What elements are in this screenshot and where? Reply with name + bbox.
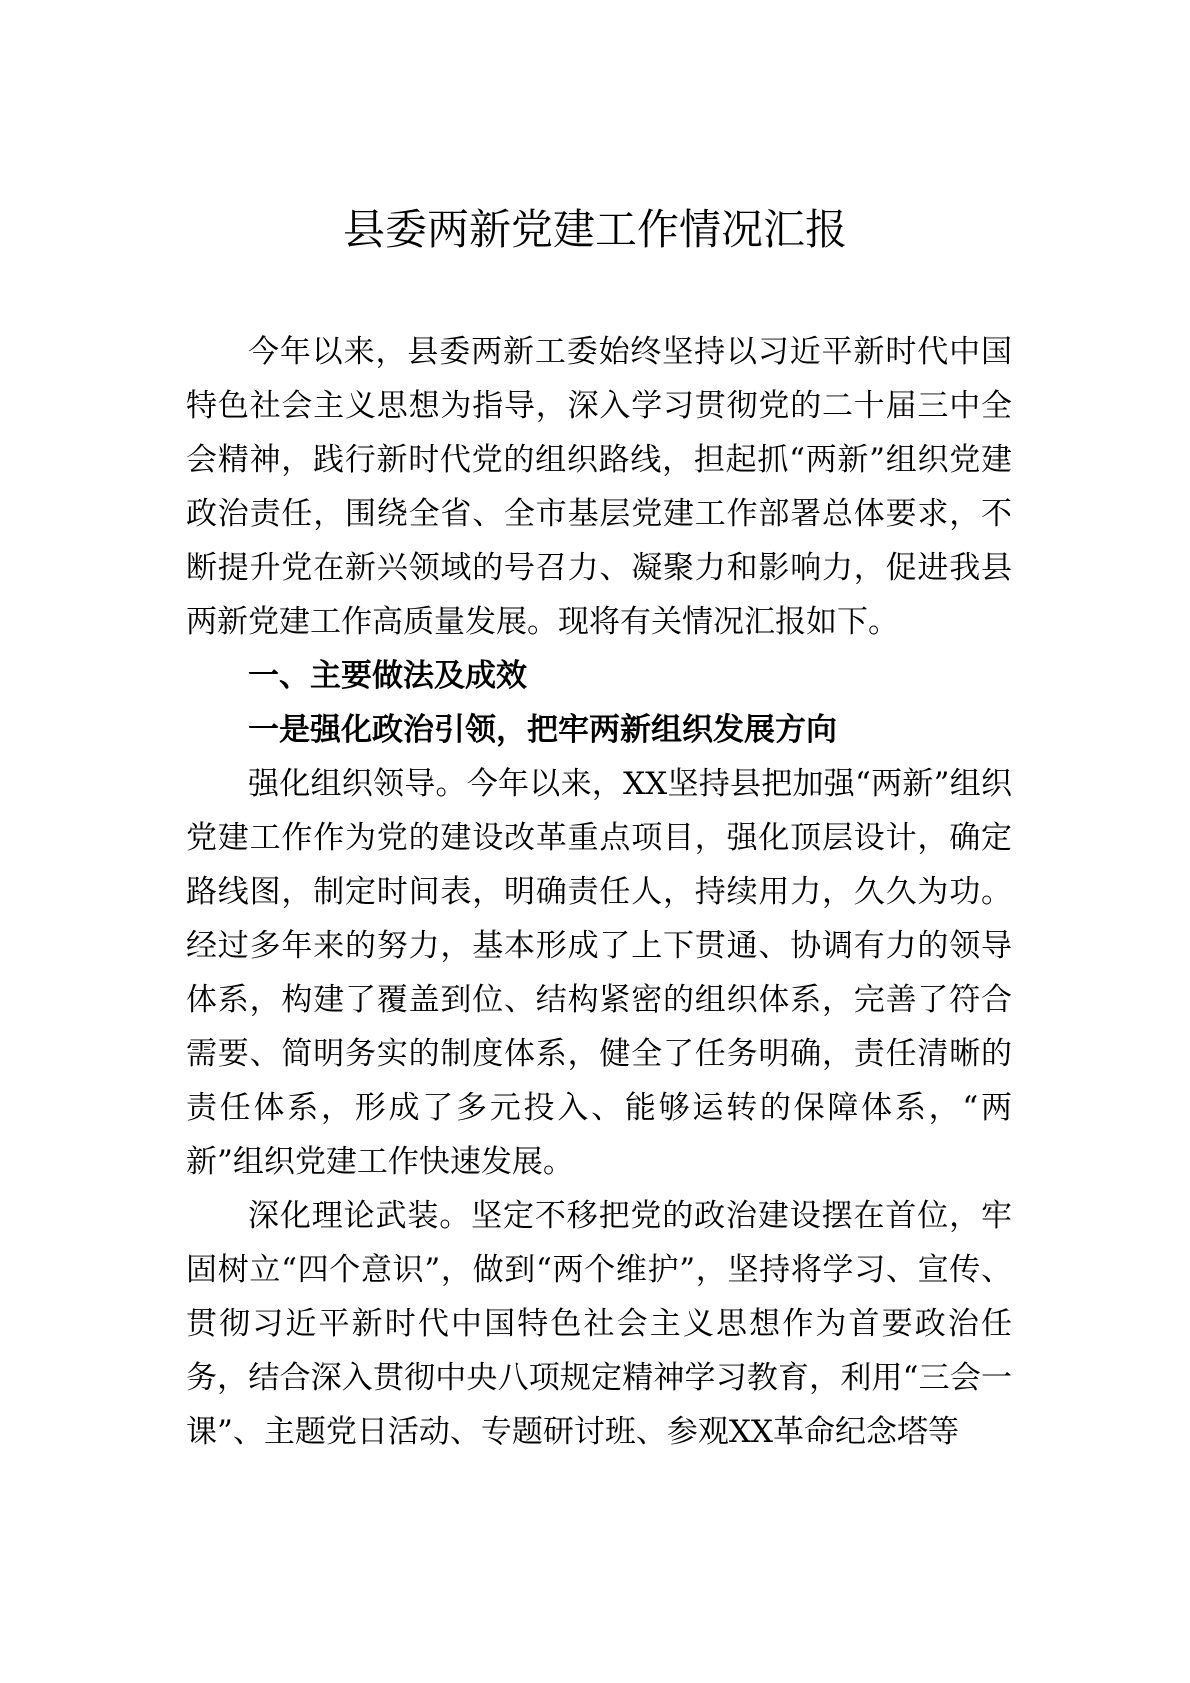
document-title: 县委两新党建工作情况汇报: [342, 205, 847, 254]
body-paragraph-theory: 深化理论武装。坚定不移把党的政治建设摆在首位，牢固树立“四个意识”，做到“两个维护”，坚持将学习、宣传、贯彻习近平新时代中国特色社会主义思想作为首要政治任务，结合深入贯彻中央八项规定精神学习教育，利用“三会一课”、主题党日活动、专题研讨班、参观XX革命纪念塔等: [186, 1198, 1012, 1450]
intro-paragraph: 今年以来，县委两新工委始终坚持以习近平新时代中国特色社会主义思想为指导，深入学习贯彻党的二十届三中全会精神，践行新时代党的组织路线，担起抓“两新”组织党建政治责任，围绕全省、全市基层党建工作部署总体要求，不断提升党在新兴领域的号召力、凝聚力和影响力，促进我县两新党建工作高质量发展。现将有关情况汇报如下。: [186, 334, 1012, 640]
document-body: [186, 325, 1012, 1459]
body-paragraph-organization: 强化组织领导。今年以来，XX坚持县把加强“两新”组织党建工作作为党的建设改革重点项目，强化顶层设计，确定路线图，制定时间表，明确责任人，持续用力，久久为功。经过多年来的努力，基本形成了上下贯通、协调有力的领导体系，构建了覆盖到位、结构紧密的组织体系，完善了符合需要、简明务实的制度体系，健全了任务明确，责任清晰的责任体系，形成了多元投入、能够运转的保障体系，“两新”组织党建工作快速发展。: [186, 766, 1012, 1180]
subsection-heading: 一是强化政治引领，把牢两新组织发展方向: [248, 712, 837, 748]
section-heading: 一、主要做法及成效: [248, 658, 527, 694]
